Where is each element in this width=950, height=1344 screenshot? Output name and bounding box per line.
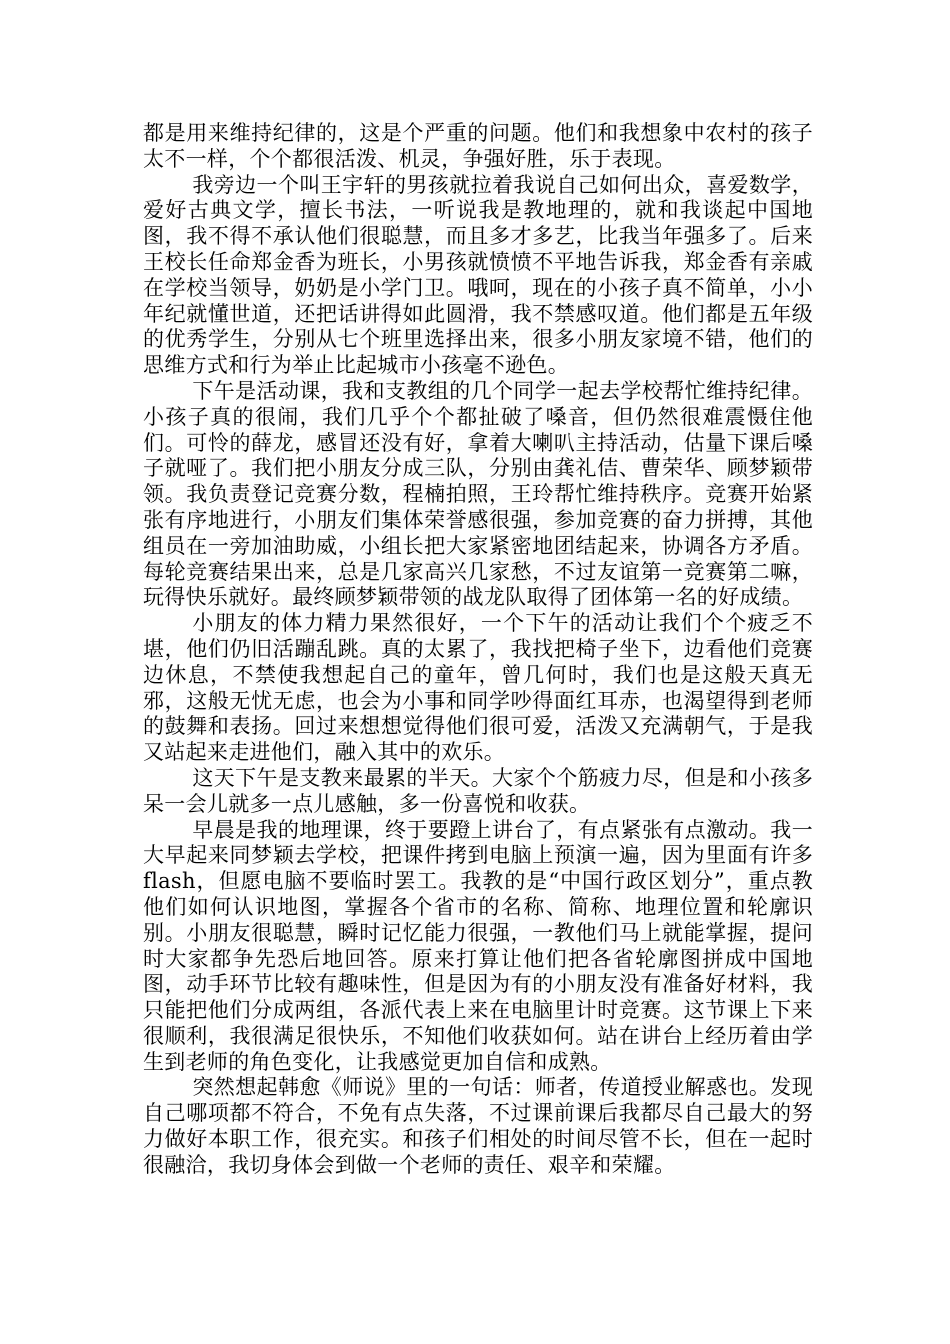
- paragraph-5: 这天下午是支教来最累的半天。大家个个筋疲力尽，但是和小孩多呆一会儿就多一点儿感触，多一份喜悦和收获。: [143, 765, 813, 816]
- paragraph-3: 下午是活动课，我和支教组的几个同学一起去学校帮忙维持纪律。小孩子真的很闹，我们几乎个个都扯破了嗓音，但仍然很难震慑住他们。可怜的薛龙，感冒还没有好，拿着大喇叭主持活动，估量下课后嗓子就哑了。我们把小朋友分成三队，分别由龚礼佶、曹荣华、顾梦颖带领。我负责登记竞赛分数，程楠拍照，王玲帮忙维持秩序。竞赛开始紧张有序地进行，小朋友们集体荣誉感很强，参加竞赛的奋力拼搏，其他组员在一旁加油助威，小组长把大家紧密地团结起来，协调各方矛盾。每轮竞赛结果出来，总是几家高兴几家愁，不过友谊第一竞赛第二嘛，玩得快乐就好。最终顾梦颖带领的战龙队取得了团体第一名的好成绩。: [143, 378, 813, 610]
- paragraph-2: 我旁边一个叫王宇轩的男孩就拉着我说自己如何出众，喜爱数学，爱好古典文学，擅长书法，一听说我是教地理的，就和我谈起中国地图，我不得不承认他们很聪慧，而且多才多艺，比我当年强多了。后来王校长任命郑金香为班长，小男孩就愤愤不平地告诉我，郑金香有亲戚在学校当领导，奶奶是小学门卫。哦呵，现在的小孩子真不简单，小小年纪就懂世道，还把话讲得如此圆滑，我不禁感叹道。他们都是五年级的优秀学生，分别从七个班里选择出来，很多小朋友家境不错，他们的思维方式和行为举止比起城市小孩毫不逊色。: [143, 172, 813, 378]
- paragraph-7: 突然想起韩愈《师说》里的一句话：师者，传道授业解惑也。发现自己哪项都不符合，不免有点失落，不过课前课后我都尽自己最大的努力做好本职工作，很充实。和孩子们相处的时间尽管不长，但在一起时很融洽，我切身体会到做一个老师的责任、艰辛和荣耀。: [143, 1075, 813, 1177]
- document-body: [143, 121, 813, 1179]
- paragraph-6: 早晨是我的地理课，终于要蹬上讲台了，有点紧张有点激动。我一大早起来同梦颖去学校，把课件拷到电脑上预演一遍，因为里面有许多 flash，但愿电脑不要临时罢工。我教的是“中国行政区划分”，重点教他们如何认识地图，掌握各个省市的名称、简称、地理位置和轮廓识别。小朋友很聪慧，瞬时记忆能力很强，一教他们马上就能掌握，提问时大家都争先恐后地回答。原来打算让他们把各省轮廓图拼成中国地图，动手环节比较有趣味性，但是因为有的小朋友没有准备好材料，我只能把他们分成两组，各派代表上来在电脑里计时竞赛。这节课上下来很顺利，我很满足很快乐，不知他们收获如何。站在讲台上经历着由学生到老师的角色变化，让我感觉更加自信和成熟。: [143, 817, 813, 1074]
- paragraph-1: 都是用来维持纪律的，这是个严重的问题。他们和我想象中农村的孩子太不一样，个个都很活泼、机灵，争强好胜，乐于表现。: [143, 121, 813, 171]
- paragraph-4: 小朋友的体力精力果然很好，一个下午的活动让我们个个疲乏不堪，他们仍旧活蹦乱跳。真的太累了，我找把椅子坐下，边看他们竞赛边休息，不禁使我想起自己的童年，曾几何时，我们也是这般天真无邪，这般无忧无虑，也会为小事和同学吵得面红耳赤，也渴望得到老师的鼓舞和表扬。回过来想想觉得他们很可爱，活泼又充满朝气，于是我又站起来走进他们，融入其中的欢乐。: [143, 611, 813, 765]
